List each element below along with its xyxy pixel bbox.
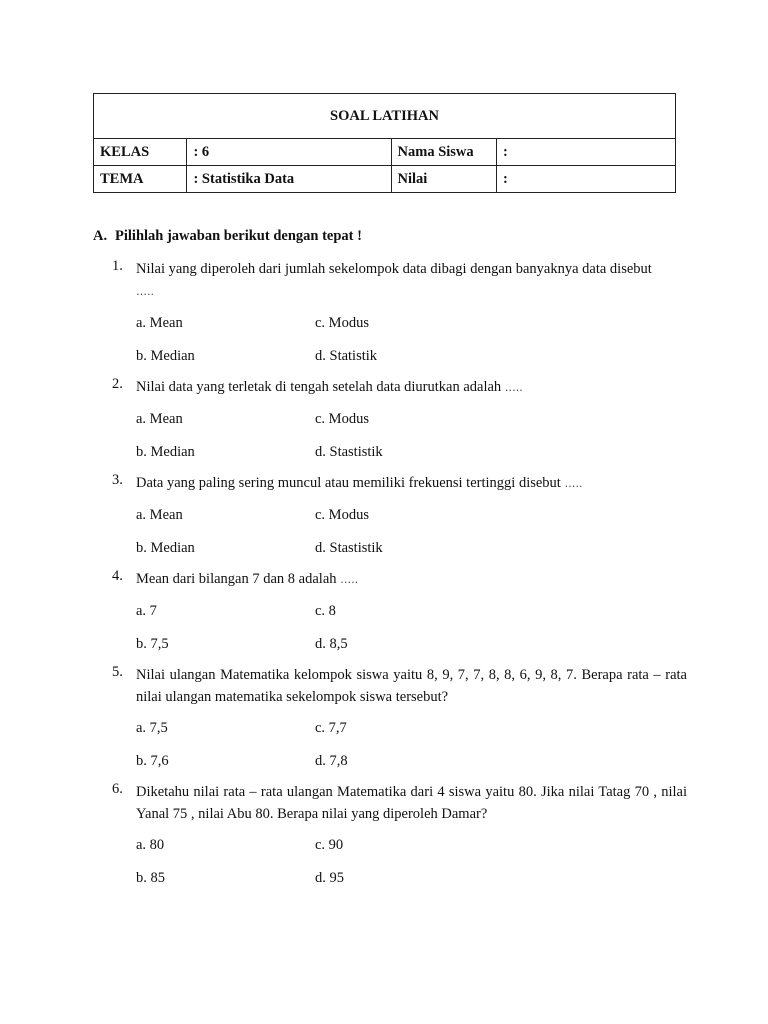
option-b[interactable]: b. 85 [136, 870, 165, 886]
nama-siswa-label: Nama Siswa [391, 139, 497, 166]
section-title [93, 228, 362, 245]
question-number: 3. [112, 472, 123, 488]
option-b[interactable]: b. Median [136, 444, 195, 460]
option-b[interactable]: b. 7,6 [136, 753, 169, 769]
question-dots: ….. [564, 477, 583, 490]
question-text-body: Mean dari bilangan 7 dan 8 adalah [136, 571, 337, 587]
kelas-label: KELAS [94, 139, 187, 166]
question-number: 1. [112, 258, 123, 274]
question-number: 5. [112, 664, 123, 680]
question-text-body: Data yang paling sering muncul atau memiliki frekuensi tertinggi disebut [136, 475, 561, 491]
question-2 [112, 376, 687, 463]
tema-value: : Statistika Data [187, 166, 391, 193]
option-d[interactable]: d. 7,8 [315, 753, 348, 769]
question-dots: ….. [340, 573, 359, 586]
option-a[interactable]: a. Mean [136, 411, 183, 427]
option-a[interactable]: a. 7 [136, 603, 157, 619]
nama-siswa-value: : [497, 139, 676, 166]
question-dots: ….. [136, 285, 154, 298]
answer-options [136, 717, 687, 772]
option-d[interactable]: d. Stastistik [315, 540, 383, 556]
question-text-body: Diketahu nilai rata – rata ulangan Matematika dari 4 siswa yaitu 80. Jika nilai Tatag 70 , nilai Yanal 75 , nilai Abu 80. Berapa nilai yang diperoleh Damar? [136, 784, 687, 822]
nilai-value: : [497, 166, 676, 193]
question-1 [112, 258, 687, 367]
question-number: 2. [112, 376, 123, 392]
question-list [112, 258, 687, 898]
option-a[interactable]: a. Mean [136, 507, 183, 523]
question-number: 6. [112, 781, 123, 797]
option-c[interactable]: c. 8 [315, 603, 336, 619]
option-d[interactable]: d. 95 [315, 870, 344, 886]
question-text [136, 258, 687, 303]
option-b[interactable]: b. Median [136, 348, 195, 364]
question-3 [112, 472, 687, 559]
option-d[interactable]: d. 8,5 [315, 636, 348, 652]
question-text [136, 376, 687, 399]
option-c[interactable]: c. Modus [315, 411, 369, 427]
question-6 [112, 781, 687, 889]
question-text-body: Nilai data yang terletak di tengah setelah data diurutkan adalah [136, 379, 502, 395]
option-a[interactable]: a. Mean [136, 315, 183, 331]
answer-options [136, 504, 687, 559]
question-4 [112, 568, 687, 655]
answer-options [136, 600, 687, 655]
question-text [136, 472, 687, 495]
option-b[interactable]: b. Median [136, 540, 195, 556]
nilai-label: Nilai [391, 166, 497, 193]
header-table [93, 93, 676, 193]
question-text-body: Nilai ulangan Matematika kelompok siswa yaitu 8, 9, 7, 7, 8, 8, 6, 9, 8, 7. Berapa rata – rata nilai ulangan matematika sekelompok siswa tersebut? [136, 667, 687, 705]
option-c[interactable]: c. 7,7 [315, 720, 347, 736]
question-text [136, 781, 687, 825]
question-number: 4. [112, 568, 123, 584]
answer-options [136, 312, 687, 367]
option-c[interactable]: c. Modus [315, 315, 369, 331]
question-text-body: Nilai yang diperoleh dari jumlah sekelompok data dibagi dengan banyaknya data disebut [136, 261, 652, 277]
answer-options [136, 834, 687, 889]
option-a[interactable]: a. 80 [136, 837, 165, 853]
answer-options [136, 408, 687, 463]
question-text [136, 664, 687, 708]
option-d[interactable]: d. Statistik [315, 348, 378, 364]
option-b[interactable]: b. 7,5 [136, 636, 169, 652]
option-c[interactable]: c. 90 [315, 837, 344, 853]
section-instruction: Pilihlah jawaban berikut dengan tepat ! [115, 228, 362, 244]
kelas-value: : 6 [187, 139, 391, 166]
question-dots: ….. [504, 381, 523, 394]
question-5 [112, 664, 687, 772]
tema-label: TEMA [94, 166, 187, 193]
option-a[interactable]: a. 7,5 [136, 720, 168, 736]
question-text [136, 568, 687, 591]
section-letter: A. [93, 228, 108, 244]
option-c[interactable]: c. Modus [315, 507, 369, 523]
option-d[interactable]: d. Stastistik [315, 444, 383, 460]
worksheet-title: SOAL LATIHAN [94, 94, 676, 139]
